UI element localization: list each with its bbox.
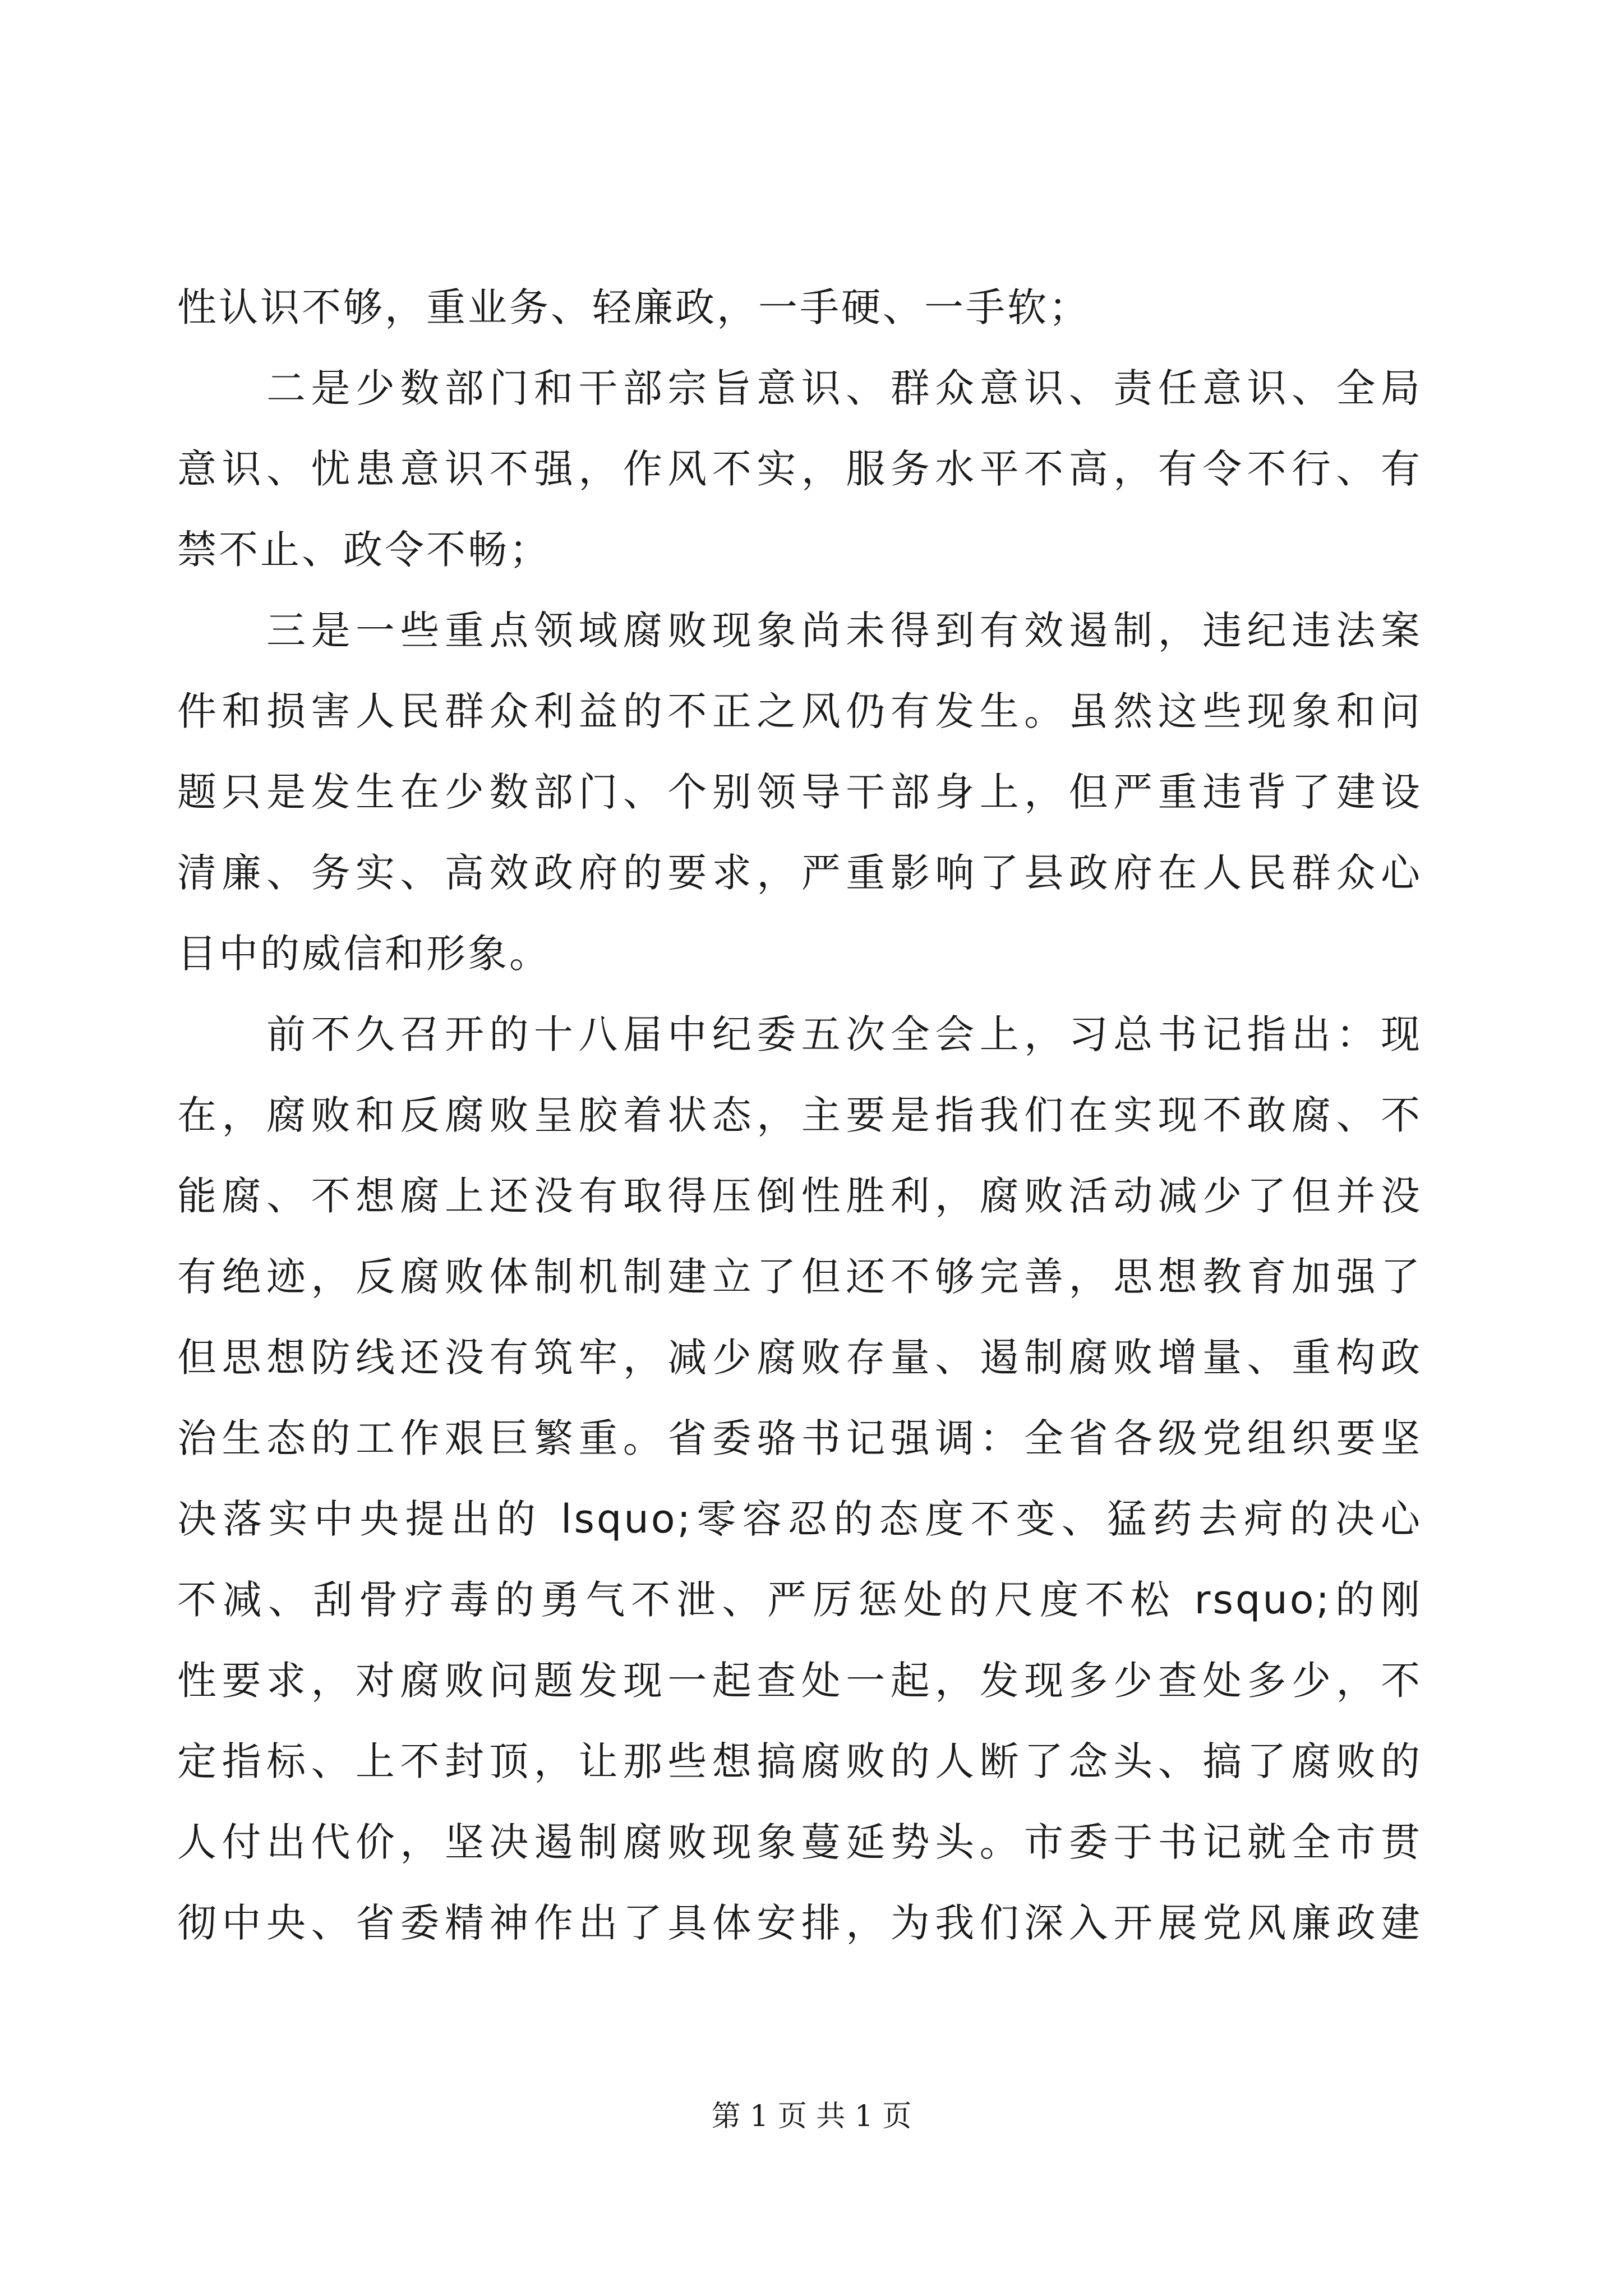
text-line: 但思想防线还没有筑牢，减少腐败存量、遏制腐败增量、重构政: [177, 1335, 1422, 1381]
text-line: 题只是发生在少数部门、个别领导干部身上，但严重违背了建设: [177, 769, 1422, 815]
text-line: 人付出代价，坚决遏制腐败现象蔓延势头。市委于书记就全市贯: [177, 1819, 1422, 1865]
text-line: 前不久召开的十八届中纪委五次全会上，习总书记指出：现: [177, 1011, 1422, 1057]
text-line: 能腐、不想腐上还没有取得压倒性胜利，腐败活动减少了但并没: [177, 1173, 1422, 1219]
text-line: 彻中央、省委精神作出了具体安排，为我们深入开展党风廉政建: [177, 1900, 1422, 1946]
text-line: 性认识不够，重业务、轻廉政，一手硬、一手软；: [177, 284, 1090, 330]
text-line: 不减、刮骨疗毒的勇气不泄、严厉惩处的尺度不松 rsquo;的刚: [177, 1577, 1422, 1623]
text-line: 定指标、上不封顶，让那些想搞腐败的人断了念头、搞了腐败的: [177, 1738, 1422, 1784]
text-line: 治生态的工作艰巨繁重。省委骆书记强调：全省各级党组织要坚: [177, 1415, 1422, 1461]
text-line: 性要求，对腐败问题发现一起查处一起，发现多少查处多少，不: [177, 1658, 1422, 1704]
text-line: 清廉、务实、高效政府的要求，严重影响了县政府在人民群众心: [177, 850, 1422, 896]
text-line: 件和损害人民群众利益的不正之风仍有发生。虽然这些现象和问: [177, 688, 1422, 734]
text-line: 三是一些重点领域腐败现象尚未得到有效遏制，违纪违法案: [177, 608, 1422, 654]
page-footer: 第 1 页 共 1 页: [711, 2100, 912, 2133]
text-line: 意识、忧患意识不强，作风不实，服务水平不高，有令不行、有: [177, 446, 1422, 492]
text-line: 决落实中央提出的 lsquo;零容忍的态度不变、猛药去疴的决心: [177, 1496, 1422, 1542]
text-line: 目中的威信和形象。: [177, 931, 551, 977]
text-line: 二是少数部门和干部宗旨意识、群众意识、责任意识、全局: [177, 365, 1422, 411]
text-line: 在，腐败和反腐败呈胶着状态，主要是指我们在实现不敢腐、不: [177, 1092, 1422, 1138]
document-body: [177, 267, 1422, 1963]
text-line: 禁不止、政令不畅；: [177, 527, 551, 573]
text-line: 有绝迹，反腐败体制机制建立了但还不够完善，思想教育加强了: [177, 1254, 1422, 1300]
